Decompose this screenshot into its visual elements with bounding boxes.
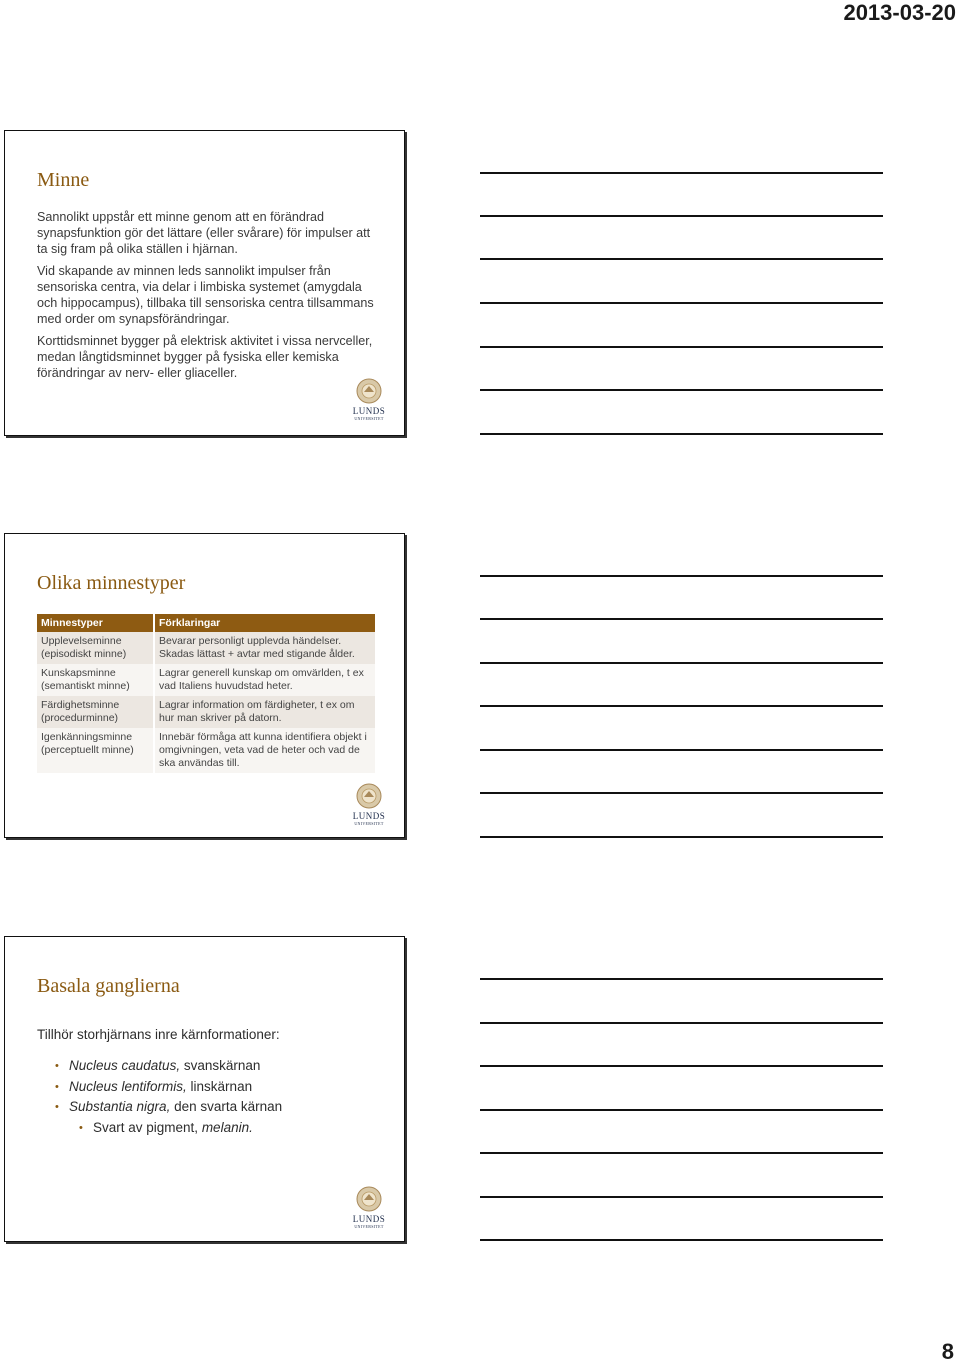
note-line [480, 792, 883, 794]
table-row [37, 728, 376, 773]
table-row [37, 632, 376, 664]
slide-body [37, 209, 377, 387]
list-item [37, 1056, 282, 1077]
table-cell: Innebär förmåga att kunna identifiera objekt i omgivningen, veta vad de heter och vad de ska användas till. [154, 728, 376, 773]
item-italic: Substantia nigra, [69, 1099, 171, 1114]
note-line [480, 1239, 883, 1241]
note-line [480, 215, 883, 217]
bullet-icon: • [55, 1101, 59, 1113]
slide-title: Minne [37, 169, 90, 191]
bullet-list [37, 1056, 282, 1138]
list-item [37, 1097, 282, 1118]
logo-name: LUNDS [352, 406, 386, 416]
slide-title: Olika minnestyper [37, 572, 186, 594]
slide-basala-ganglierna [4, 936, 405, 1242]
university-seal-icon [350, 782, 388, 812]
bullet-icon: • [79, 1121, 83, 1134]
header-date: 2013-03-20 [843, 0, 956, 25]
university-seal-icon [350, 377, 388, 407]
column-header: Förklaringar [154, 614, 376, 632]
intro-text: Tillhör storhjärnans inre kärnformationer: [37, 1027, 280, 1042]
item-italic: Nucleus lentiformis, [69, 1078, 187, 1094]
memory-types-table [37, 614, 377, 773]
note-line [480, 1065, 883, 1067]
item-text: svanskärnan [180, 1058, 261, 1073]
table-row [37, 664, 376, 696]
table-header-row [37, 614, 376, 632]
table-cell: Upplevelseminne (episodiskt minne) [37, 632, 154, 664]
table-row [37, 696, 376, 728]
column-header: Minnestyper [37, 614, 154, 632]
note-line [480, 978, 883, 980]
lund-logo [350, 782, 388, 830]
table-cell: Lagrar generell kunskap om omvärlden, t ex vad Italiens huvudstad heter. [154, 664, 376, 696]
note-line [480, 575, 883, 577]
university-seal-icon [350, 1185, 388, 1215]
sub-list-item [37, 1118, 282, 1139]
lund-logo [350, 1185, 388, 1233]
note-line [480, 1196, 883, 1198]
table-cell: Bevarar personligt upplevda händelser. Skadas lättast + avtar med stigande ålder. [154, 632, 376, 664]
logo-sub: UNIVERSITET [354, 821, 384, 826]
item-italic: Nucleus caudatus, [69, 1058, 181, 1073]
logo-sub: UNIVERSITET [354, 1224, 384, 1229]
paragraph: Vid skapande av minnen leds sannolikt impulser från sensoriska centra, via delar i limbiska systemet (amygdala och hippocampus), tillbaka till sensoriska centra tillsammans med order om synapsförändringar. [37, 264, 374, 326]
note-line [480, 172, 883, 174]
note-line [480, 302, 883, 304]
logo-name: LUNDS [352, 1214, 386, 1224]
slide-title: Basala ganglierna [37, 975, 180, 997]
note-line [480, 346, 883, 348]
note-line [480, 749, 883, 751]
note-line [480, 618, 883, 620]
item-text: Svart av pigment, [93, 1119, 202, 1135]
note-line [480, 389, 883, 391]
note-line [480, 705, 883, 707]
note-line [480, 662, 883, 664]
item-text: den svarta kärnan [170, 1099, 283, 1114]
logo-sub: UNIVERSITET [354, 416, 384, 421]
slide-minnestyper [4, 533, 405, 838]
note-line [480, 1022, 883, 1024]
table-cell: Lagrar information om färdigheter, t ex om hur man skriver på datorn. [154, 696, 376, 728]
logo-name: LUNDS [352, 811, 386, 821]
page-number: 8 [941, 1339, 954, 1364]
bullet-icon: • [55, 1060, 59, 1072]
note-line [480, 258, 883, 260]
lund-logo [350, 377, 388, 425]
slide-minne [4, 130, 405, 436]
item-text: linskärnan [186, 1078, 253, 1094]
table-cell: Färdighetsminne (procedurminne) [37, 696, 154, 728]
bullet-icon: • [55, 1080, 59, 1093]
paragraph: Korttidsminnet bygger på elektrisk aktivitet i vissa nervceller, medan långtidsminnet bygger på fysiska eller kemiska förändringar av nerv- eller gliaceller. [37, 334, 373, 380]
paragraph: Sannolikt uppstår ett minne genom att en förändrad synapsfunktion gör det lättare (eller svårare) för impulser att ta sig fram på olika ställen i hjärnan. [37, 210, 371, 256]
note-line [480, 433, 883, 435]
table-cell: Igenkänningsminne (perceptuellt minne) [37, 728, 154, 773]
list-item [37, 1077, 282, 1098]
item-italic: melanin. [201, 1119, 253, 1135]
note-line [480, 1109, 883, 1111]
note-line [480, 836, 883, 838]
table-cell: Kunskapsminne (semantiskt minne) [37, 664, 154, 696]
note-line [480, 1152, 883, 1154]
